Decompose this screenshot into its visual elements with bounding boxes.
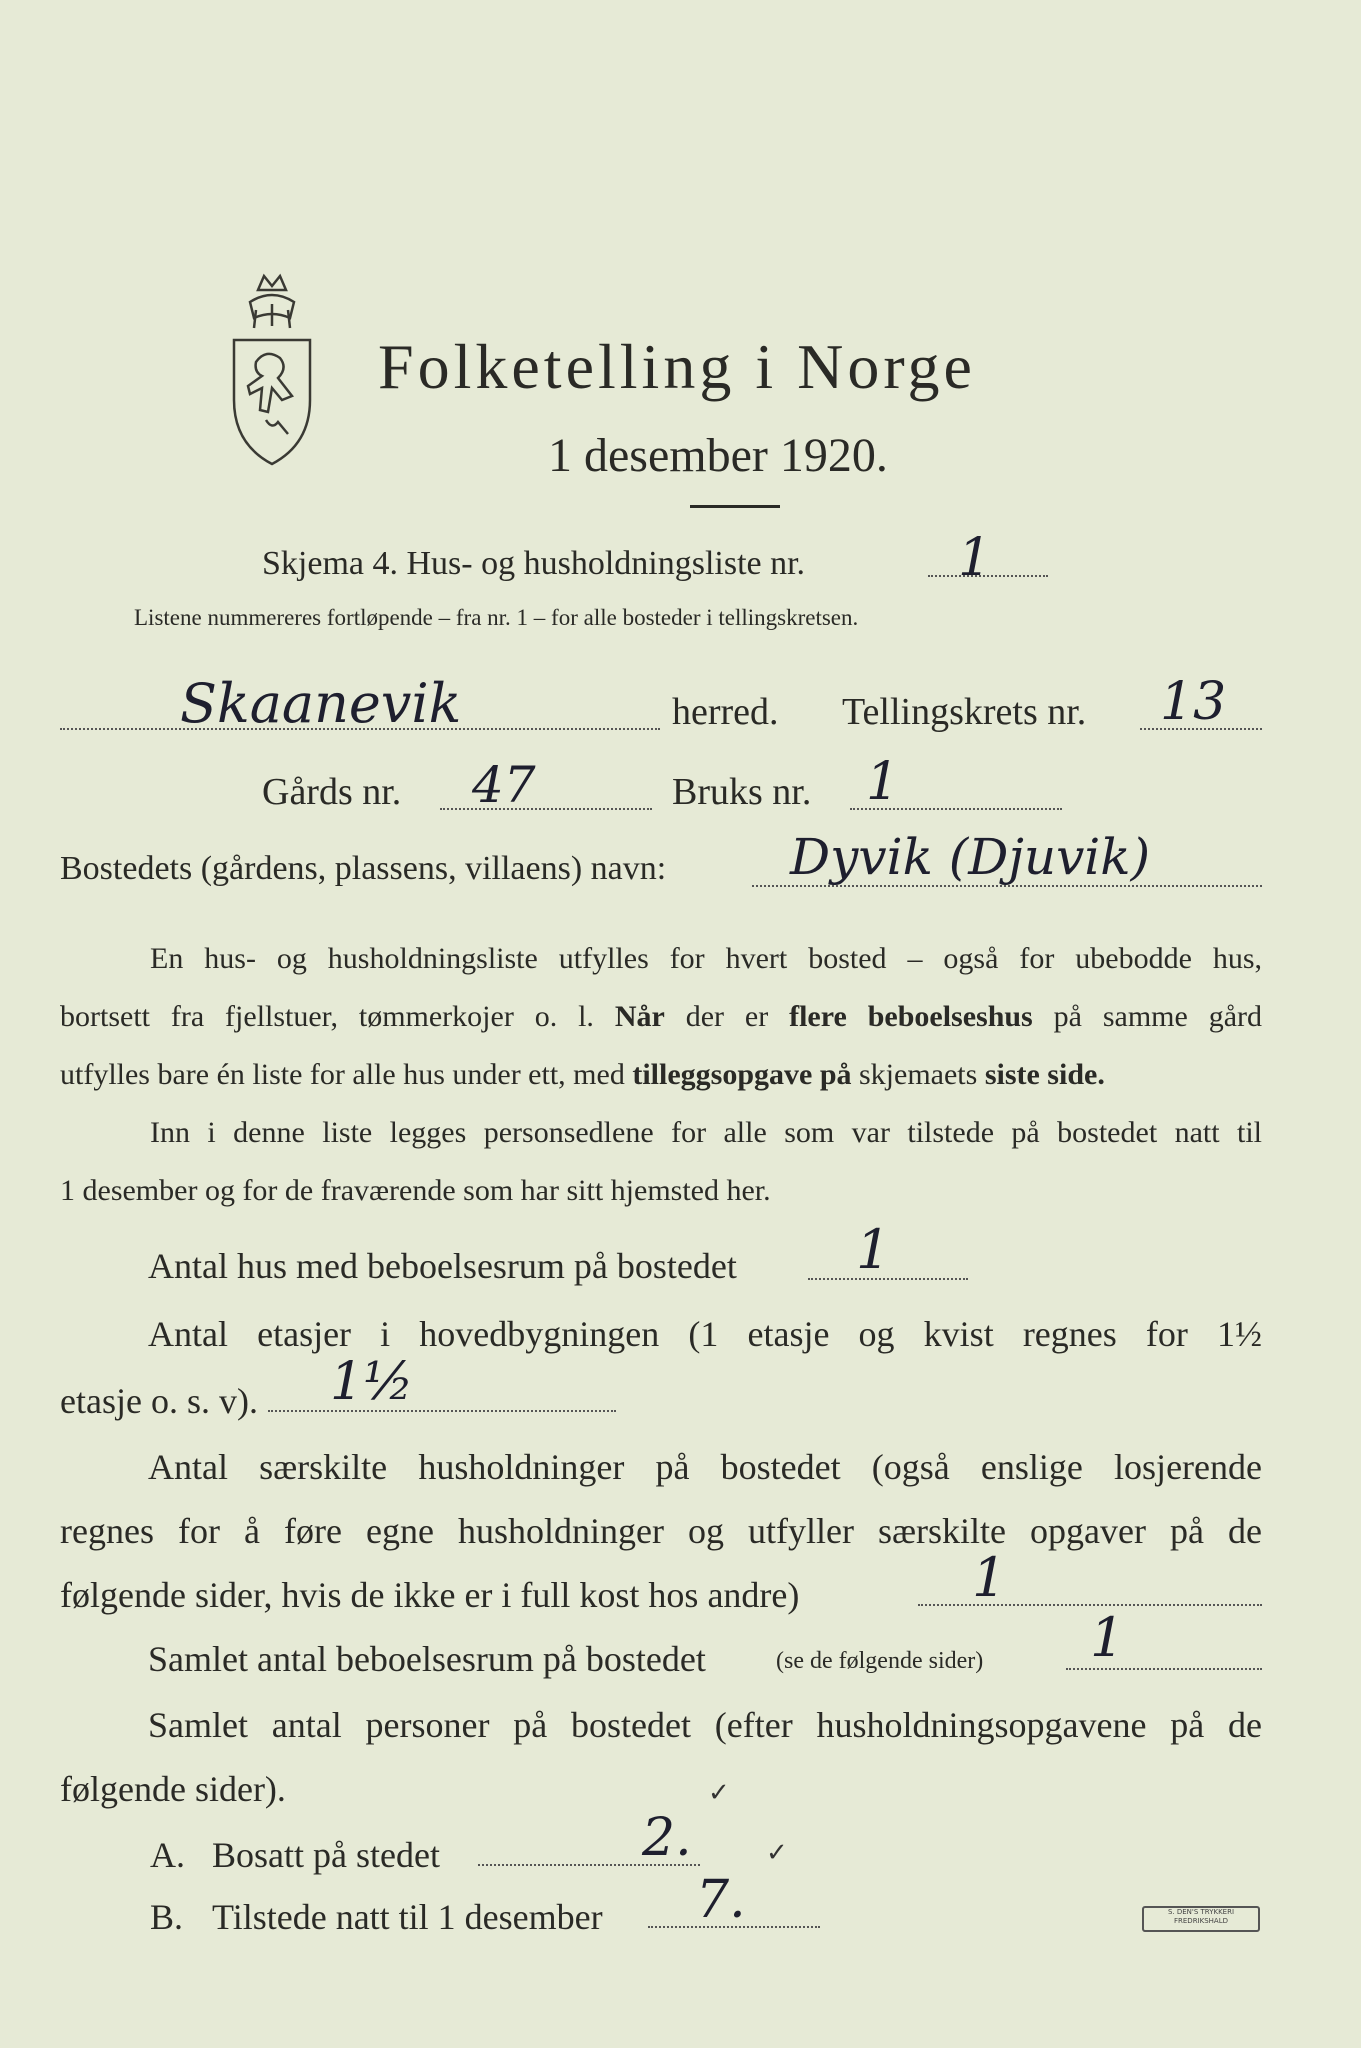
bruks-value: 1: [866, 752, 900, 812]
tellingskrets-label: Tellingskrets nr.: [842, 691, 1087, 733]
herred-value: Skaanevik: [180, 672, 462, 735]
check-mark-icon: ✓: [766, 1838, 788, 1868]
q2-value: 1½: [330, 1352, 414, 1412]
q4-value: 1: [1090, 1606, 1125, 1669]
instruction-line-3: utfylles bare én liste for alle hus under ett, med tilleggsopgave på skjemaets siste side.: [60, 1058, 1105, 1091]
printer-stamp: S. DEN'S TRYKKERI FREDRIKSHALD: [1142, 1906, 1260, 1932]
b-label: Tilstede natt til 1 desember: [212, 1897, 603, 1937]
numbering-note: Listene nummereres fortløpende – fra nr. 1 – for alle bosteder i tellingskretsen.: [134, 605, 859, 630]
q3-line-2: regnes for å føre egne husholdninger og utfyller særskilte opgaver på de: [60, 1511, 1262, 1551]
bosted-label: Bostedets (gårdens, plassens, villaens) navn:: [60, 850, 667, 887]
instruction-line-4: Inn i denne liste legges personsedlene for alle som var tilstede på bostedet natt til: [150, 1116, 1262, 1149]
instruction-line-2: bortsett fra fjellstuer, tømmerkojer o. l. Når der er flere beboelseshus på samme gård: [60, 1000, 1263, 1033]
q1-value: 1: [856, 1218, 891, 1281]
title-divider: [690, 505, 780, 508]
b-letter: B.: [150, 1897, 184, 1937]
q2-value-line: [268, 1410, 616, 1412]
a-value: 2.: [642, 1808, 692, 1868]
q5-line-1: Samlet antal personer på bostedet (efter husholdningsopgavene på de: [148, 1705, 1262, 1745]
a-label: Bosatt på stedet: [212, 1835, 440, 1875]
bruks-label: Bruks nr.: [672, 771, 812, 813]
q2-line-1: Antal etasjer i hovedbygningen (1 etasje og kvist regnes for 1½: [148, 1314, 1262, 1354]
a-letter: A.: [150, 1835, 185, 1875]
check-mark-icon: ✓: [708, 1778, 730, 1808]
q3-value: 1: [972, 1546, 1007, 1609]
instruction-line-1: En hus- og husholdningsliste utfylles for hvert bosted – også for ubebodde hus,: [150, 942, 1262, 975]
q1-label: Antal hus med beboelsesrum på bostedet: [148, 1246, 737, 1286]
schema-value: 1: [958, 528, 992, 588]
gards-label: Gårds nr.: [262, 771, 402, 813]
census-date: 1 desember 1920.: [548, 429, 888, 482]
q5-line-2: følgende sider).: [60, 1769, 286, 1809]
tellingskrets-value: 13: [1160, 672, 1227, 732]
q3-line-3: følgende sider, hvis de ikke er i full kost hos andre): [60, 1575, 800, 1615]
q4-label: Samlet antal beboelsesrum på bostedet: [148, 1639, 706, 1679]
instruction-line-5: 1 desember og for de fraværende som har sitt hjemsted her.: [60, 1174, 771, 1207]
b-value: 7.: [696, 1870, 746, 1930]
q3-line-1: Antal særskilte husholdninger på bostedet (også enslige losjerende: [148, 1447, 1262, 1487]
q2-line-2: etasje o. s. v).: [60, 1381, 258, 1421]
herred-label: herred.: [672, 691, 779, 733]
bosted-value: Dyvik (Djuvik): [790, 828, 1151, 886]
coat-of-arms-icon: [220, 270, 325, 470]
q4-note: (se de følgende sider): [776, 1648, 984, 1674]
page-title: Folketelling i Norge: [378, 331, 976, 402]
schema-label: Skjema 4. Hus- og husholdningsliste nr.: [262, 545, 806, 582]
gards-value: 47: [472, 756, 536, 814]
